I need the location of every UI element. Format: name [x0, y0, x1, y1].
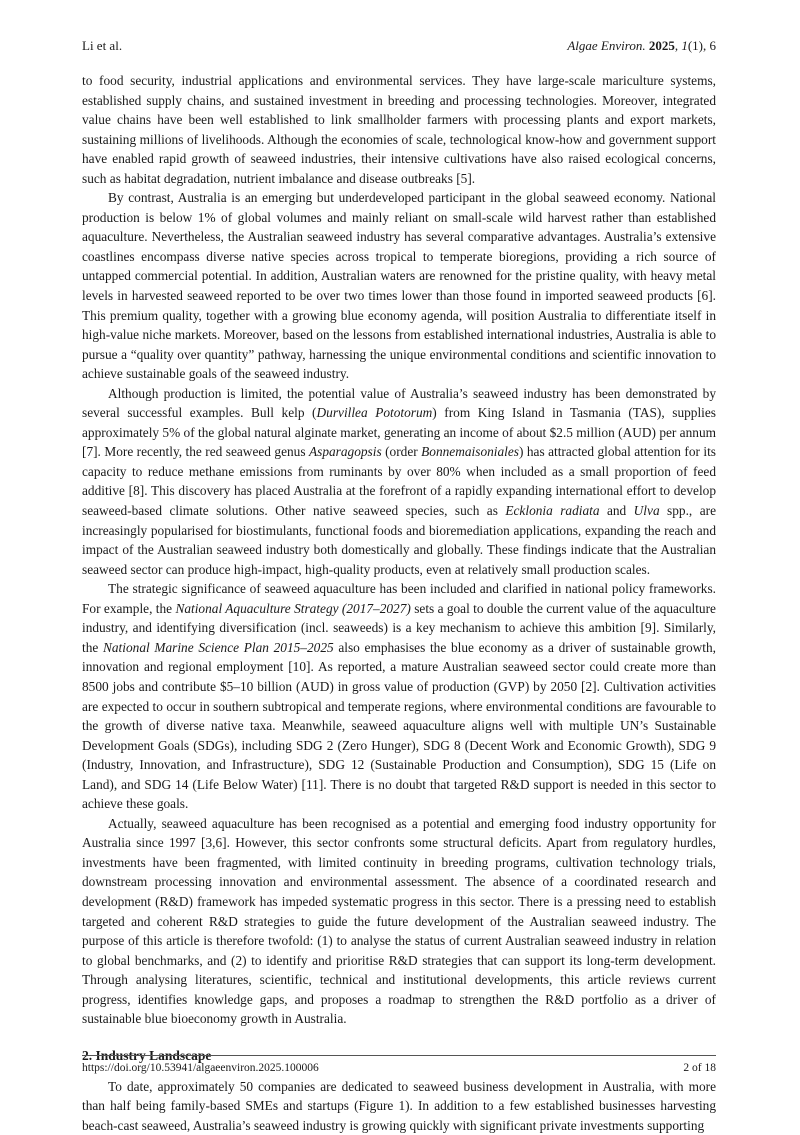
policy-nas: National Aquaculture Strategy (2017–2027): [175, 600, 411, 616]
paragraph-1: to food security, industrial applications and environmental services. They have large-scale mariculture systems, established supply chains, and sustained investment in breeding and processing technologies. Moreover, integrated value chains have been well established to link smallholder farmers with processing plants and export markets, sustaining millions of livelihoods. Although the economies of scale, technological know-how and government support have enabled rapid growth of seaweed industries, their intensive cultivations have also raised ecological concerns, such as habitat degradation, nutrient imbalance and disease outbreaks [5].: [82, 73, 716, 186]
doi-link[interactable]: https://doi.org/10.53941/algaeenviron.2025.100006: [82, 1062, 319, 1074]
running-header: [82, 38, 716, 58]
order-bonnemaisoniales: Bonnemaisoniales: [421, 444, 519, 460]
journal-year: 2025: [648, 38, 675, 53]
paragraph-4: [82, 579, 716, 814]
p3-text-d: ) has attracted global attention for its capacity to reduce methane emissions from ruminants by over 80% when included as a small proportion of feed additive [8]. This discovery has placed Australia at the forefront of a rapidly expanding international effort to develop seaweed-based climate solutions. Other native seaweed species, such as: [82, 444, 716, 519]
paragraph-5: Actually, seaweed aquaculture has been recognised as a potential and emerging food industry opportunity for Australia since 1997 [3,6]. However, this sector confronts some structural deficits. Apart from regulatory hurdles, investments have been fragmented, with limited continuity in breeding programs, cultivation technology trials, downstream processing innovation and environmental assessment. The absence of a coordinated research and development (R&D) framework has impeded systematic progress in this sector. There is a pressing need to establish targeted and coherent R&D strategies to guide the future development of the Australian seaweed industry. The purpose of this article is therefore twofold: (1) to analyse the status of current Australian seaweed industry in relation to global benchmarks, and (2) to identify and prioritise R&D strategies that can support its long-term development. Through analysing literatures, scientific, technical and institutional developments, this article reviews current progress, identifies knowledge gaps, and proposes a roadmap to strengthen the R&D portfolio as a driver of sustainable blue bioeconomy growth in Australia.: [82, 815, 716, 1027]
page-footer: [82, 1055, 716, 1074]
journal-issue: (1), 6: [687, 38, 716, 53]
paragraph-3: [82, 384, 716, 579]
genus-ulva: Ulva: [633, 503, 660, 519]
p3-text-a: Although production is limited, the potential value of Australia’s seaweed industry has been demonstrated by several successful examples. Bull kelp (: [82, 385, 716, 421]
header-authors: Li et al.: [82, 38, 123, 53]
p4-text-c: also emphasises the blue economy as a driver of sustainable growth, innovation and regional employment [10]. As reported, a mature Australian seaweed sector could create more than 8500 jobs and contribute $5–10 billion (AUD) in gross value of production (GVP) by 2050 [2]. Cultivation activities are expected to occur in southern subtropical and temperate regions, where environmental conditions are favourable to the growth of diverse native taxa. Meanwhile, seaweed aquaculture aligns well with multiple UN’s Sustainable Development Goals (SDGs), including SDG 2 (Zero Hunger), SDG 8 (Decent Work and Economic Growth), SDG 9 (Industry, Innovation, and Infrastructure), SDG 12 (Sustainable Production and Consumption), SDG 15 (Life on Land), and SDG 14 (Life Below Water) [11]. There is no doubt that targeted R&D support is needed in this sector to achieve these goals.: [82, 639, 716, 812]
policy-nmsp: National Marine Science Plan 2015–2025: [102, 639, 334, 655]
species-durvillea: Durvillea Pototorum: [316, 405, 433, 421]
paragraph-2: By contrast, Australia is an emerging but underdeveloped participant in the global seaweed economy. National production is below 1% of global volumes and mainly reliant on small-scale wild harvest rather than established aquaculture. Nevertheless, the Australian seaweed industry has several comparative advantages. Australia’s extensive coastlines encompass diverse native species across tropical to temperate bioregions, providing a rich source of untapped commercial potential. In addition, Australian waters are renowned for the pristine quality, with heavy metal levels in harvested seaweed reported to be over two times lower than those found in imported seaweed products [6]. This premium quality, together with a growing blue economy agenda, will position Australia to differentiate itself in high-value niche markets. Moreover, based on the lessons from established international industries, Australia is able to pursue a “quality over quantity” pathway, harnessing the unique environmental conditions and scientific innovation to achieve sustainable goals of the seaweed industry.: [82, 190, 716, 382]
article-body: [82, 71, 716, 1135]
p3-text-c: (order: [381, 444, 422, 460]
p4-text-a: The strategic significance of seaweed aquaculture has been included and clarified in national policy frameworks. For example, the: [82, 581, 716, 616]
genus-asparagopsis: Asparagopsis: [308, 444, 382, 460]
journal-volume: 1: [681, 38, 688, 53]
header-citation: Algae Environ. 2025, 1(1), 6: [567, 38, 716, 53]
journal-name: Algae Environ.: [567, 38, 646, 53]
page-number: 2 of 18: [683, 1062, 716, 1074]
p3-text-b: ) from King Island in Tasmania (TAS), supplies approximately 5% of the global natural alginate market, generating an income of about $2.5 million (AUD) per annum [7]. More recently, the red seaweed genus: [82, 405, 717, 460]
section-heading: 2. Industry Landscape: [82, 1047, 212, 1063]
p4-text-b: sets a goal to double the current value of the aquaculture industry, and identifying diversification (incl. seaweeds) is a key mechanism to achieve this ambition [9]. Similarly, the: [82, 600, 716, 655]
p3-text-f: spp., are increasingly popularised for biostimulants, functional foods and bioremediation applications, expanding the reach and impact of the Australian seaweed industry both domestically and globally. These findings indicate that the Australian seaweed sector can produce high-impact, high-quality products, even at relatively small production scales.: [82, 503, 716, 577]
p3-text-e: and: [599, 503, 634, 519]
paragraph-6: To date, approximately 50 companies are dedicated to seaweed business development in Australia, with more than half being family-based SMEs and startups (Figure 1). In addition to a few established businesses harvesting beach-cast seaweed, Australia’s seaweed industry is growing quickly with significant private investments supporting: [82, 1078, 716, 1133]
species-ecklonia: Ecklonia radiata: [505, 503, 600, 519]
